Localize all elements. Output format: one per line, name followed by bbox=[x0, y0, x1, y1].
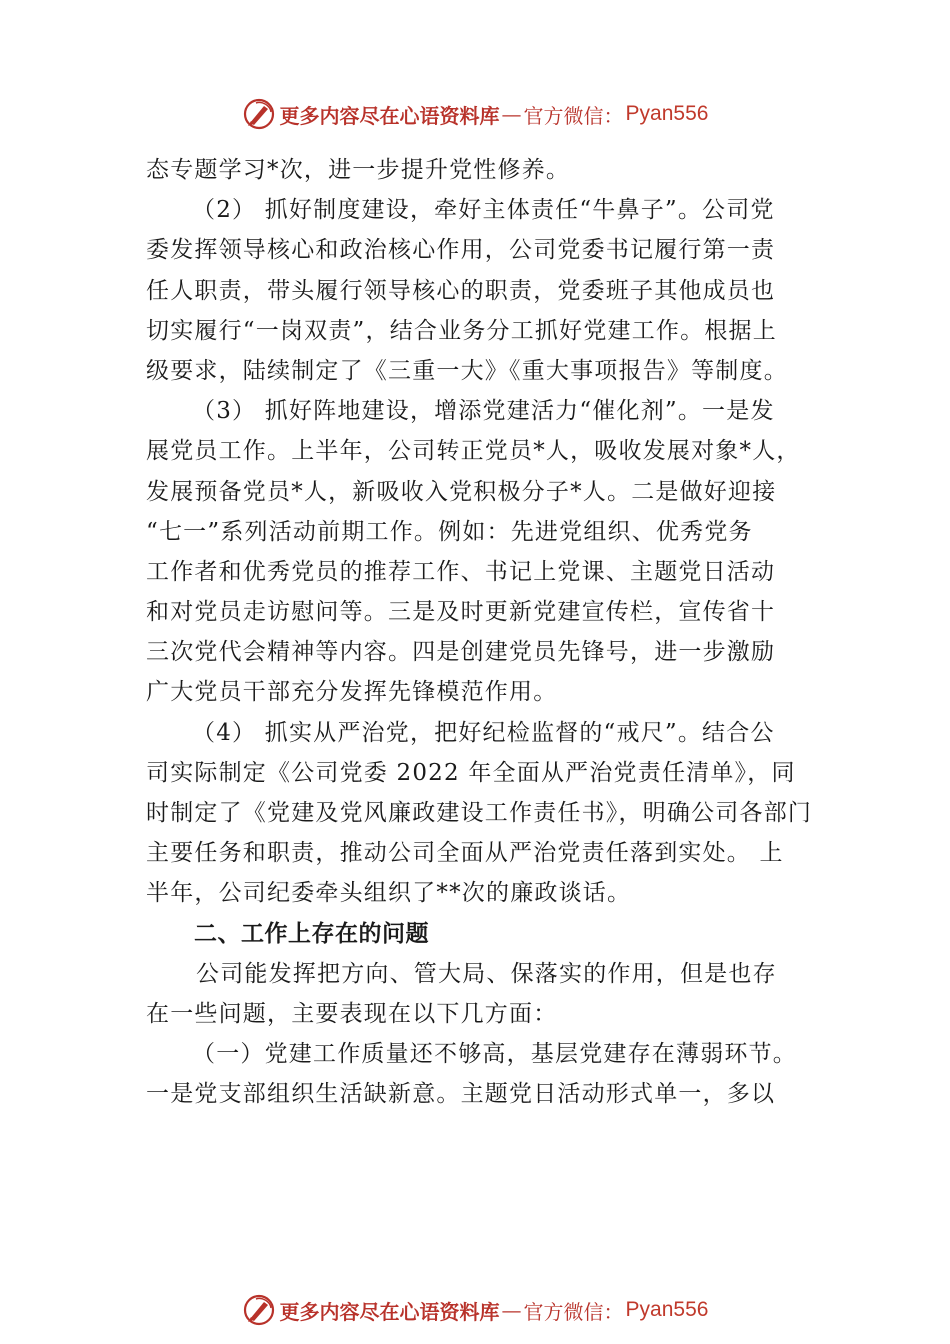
document-body bbox=[146, 150, 813, 1115]
body-line-2: （2） 抓好制度建设，牵好主体责任“牛鼻子”。公司党 bbox=[192, 197, 775, 224]
body-line-22: 在一些问题，主要表现在以下几方面： bbox=[146, 1000, 558, 1027]
body-line-24: 一是党支部组织生活缺新意。主题党日活动形式单一，多以 bbox=[146, 1081, 776, 1108]
pen-nib-logo-icon bbox=[242, 1293, 276, 1327]
body-line-18: 主要任务和职责，推动公司全面从严治党责任落到实处。 上 bbox=[146, 840, 784, 867]
body-line-13: 三次党代会精神等内容。四是创建党员先锋号，进一步激励 bbox=[146, 639, 776, 666]
watermark-banner-bottom bbox=[0, 1290, 950, 1330]
body-line-7: （3） 抓好阵地建设，增添党建活力“催化剂”。一是发 bbox=[192, 398, 775, 425]
watermark-brand-text: 更多内容尽在心语资料库 bbox=[279, 1299, 500, 1324]
body-line-3: 委发挥领导核心和政治核心作用，公司党委书记履行第一责 bbox=[146, 237, 776, 264]
pen-nib-logo-icon bbox=[242, 97, 276, 131]
watermark-brand-text: 更多内容尽在心语资料库 bbox=[279, 103, 500, 128]
watermark-wechat-id: Pyan556 bbox=[625, 102, 709, 125]
body-line-11: 工作者和优秀党员的推荐工作、书记上党课、主题党日活动 bbox=[146, 558, 776, 585]
body-line-5: 切实履行“一岗双责”，结合业务分工抓好党建工作。根据上 bbox=[146, 317, 777, 344]
watermark-separator: — bbox=[501, 102, 522, 126]
body-line-1: 态专题学习*次，进一步提升党性修养。 bbox=[146, 157, 571, 183]
body-line-16: 司实际制定《公司党委 2022 年全面从严治党责任清单》，同 bbox=[146, 759, 796, 786]
watermark-wechat-label: 官方微信： bbox=[523, 1299, 624, 1324]
body-line-21: 公司能发挥把方向、管大局、保落实的作用，但是也存 bbox=[196, 960, 777, 987]
body-line-17: 时制定了《党建及党风廉政建设工作责任书》，明确公司各部门 bbox=[146, 800, 813, 826]
body-line-19: 半年，公司纪委牵头组织了**次的廉政谈话。 bbox=[146, 880, 632, 907]
body-line-4: 任人职责，带头履行领导核心的职责，党委班子其他成员也 bbox=[146, 277, 776, 304]
body-line-15: （4） 抓实从严治党，把好纪检监督的“戒尺”。结合公 bbox=[192, 719, 775, 746]
watermark-wechat-id: Pyan556 bbox=[625, 1298, 709, 1321]
body-line-14: 广大党员干部充分发挥先锋模范作用。 bbox=[146, 679, 558, 706]
body-line-8: 展党员工作。上半年，公司转正党员*人，吸收发展对象*人， bbox=[146, 438, 801, 465]
body-line-12: 和对党员走访慰问等。三是及时更新党建宣传栏，宣传省十 bbox=[146, 599, 776, 626]
body-line-23: （一）党建工作质量还不够高，基层党建存在薄弱环节。 bbox=[192, 1041, 797, 1068]
watermark-banner-top bbox=[0, 94, 950, 134]
watermark-separator: — bbox=[501, 1298, 522, 1322]
watermark-wechat-label: 官方微信： bbox=[523, 103, 624, 128]
body-line-10: “七一”系列活动前期工作。例如：先进党组织、优秀党务 bbox=[146, 518, 753, 545]
section-heading: 二、工作上存在的问题 bbox=[194, 920, 429, 947]
body-line-6: 级要求，陆续制定了《三重一大》《重大事项报告》等制度。 bbox=[146, 357, 788, 384]
body-line-9: 发展预备党员*人，新吸收入党积极分子*人。二是做好迎接 bbox=[146, 478, 777, 505]
